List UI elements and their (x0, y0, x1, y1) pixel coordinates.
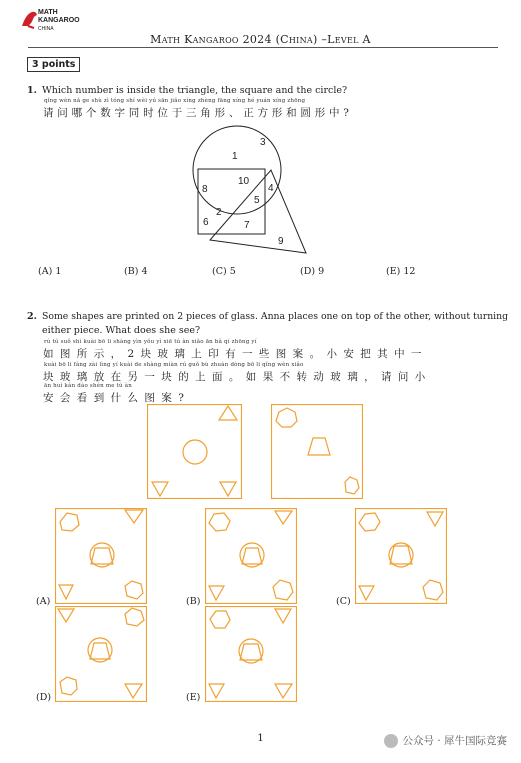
q2-option-a-label[interactable]: (A) (36, 596, 51, 607)
q2-option-a-figure[interactable] (55, 508, 147, 604)
q1-figure (180, 125, 320, 265)
q2-option-c-figure[interactable] (355, 508, 447, 604)
logo-text: MATH KANGAROO CHINA (38, 9, 80, 32)
q2-option-e-label[interactable]: (E) (186, 692, 201, 703)
q2-option-d-label[interactable]: (D) (36, 692, 52, 703)
q2-option-d-figure[interactable] (55, 606, 147, 702)
q2-option-b-figure[interactable] (205, 508, 297, 604)
q1-fig-number: 6 (203, 217, 209, 228)
q2-option-b-label[interactable]: (B) (186, 596, 201, 607)
q2-pinyin-line3: ān huì kàn dào shén me tú àn (44, 383, 132, 389)
q1-option-c[interactable]: (C) 5 (212, 266, 236, 277)
q1-option-e[interactable]: (E) 12 (386, 266, 416, 277)
watermark: 公众号 · 犀牛国际竞赛 (384, 733, 507, 748)
q2-text-line2: either piece. What does she see? (42, 325, 201, 336)
q2-chinese-line3: 安会看到什么图案? (43, 392, 191, 404)
q1-fig-number: 7 (244, 220, 250, 231)
glass-piece-2 (271, 404, 363, 499)
q1-triangle (210, 170, 306, 253)
wechat-icon (384, 734, 398, 748)
q1-text: Which number is inside the triangle, the square and the circle? (42, 85, 348, 96)
q2-pinyin-line2: kuài bō li fàng zài lìng yí kuài de shàng miàn rú guǒ bù zhuàn dòng bō li qǐng wèn xiǎo (44, 362, 304, 368)
q1-fig-number: 1 (232, 151, 238, 162)
q2-pinyin-line1: rú tú suǒ shì kuài bō li shàng yìn yǒu yì xiē tú àn xiǎo ān bǎ qí zhōng yí (44, 339, 257, 345)
q1-fig-number: 2 (216, 207, 222, 218)
q1-number: 1. (27, 85, 37, 96)
q1-option-b[interactable]: (B) 4 (124, 266, 148, 277)
glass-piece-1 (147, 404, 242, 499)
q2-chinese-line1: 如图所示，2块玻璃上印有一些图案。小安把其中一 (43, 348, 428, 360)
q1-fig-number: 8 (202, 184, 208, 195)
header-divider (28, 47, 498, 48)
q1-option-a[interactable]: (A) 1 (38, 266, 62, 277)
kangaroo-icon (20, 8, 40, 30)
q1-fig-number: 9 (278, 236, 284, 247)
q1-fig-number: 4 (268, 183, 274, 194)
q1-chinese-text: 请问哪个数字同时位于三角形、正方形和圆形中? (43, 107, 353, 119)
q2-number: 2. (27, 311, 37, 322)
q1-fig-number: 10 (238, 176, 250, 187)
q1-fig-number: 3 (260, 137, 266, 148)
page-number: 1 (257, 733, 264, 744)
page-header-title: Math Kangaroo 2024 (China) –Level A (150, 33, 371, 46)
q1-option-d[interactable]: (D) 9 (300, 266, 325, 277)
q2-option-e-figure[interactable] (205, 606, 297, 702)
q2-option-c-label[interactable]: (C) (336, 596, 351, 607)
q1-circle (193, 126, 281, 214)
q1-pinyin: qǐng wèn nǎ ge shù zì tóng shí wèi yú sān jiǎo xíng zhèng fāng xíng hé yuán xíng zhōng (44, 98, 306, 104)
q2-chinese-line2: 块玻璃放在另一块的上面。如果不转动玻璃，请问小 (43, 371, 432, 383)
q2-text-line1: Some shapes are printed on 2 pieces of glass. Anna places one on top of the other, without turning (42, 311, 509, 322)
q1-fig-number: 5 (254, 195, 260, 206)
points-section-badge: 3 points (27, 57, 80, 72)
